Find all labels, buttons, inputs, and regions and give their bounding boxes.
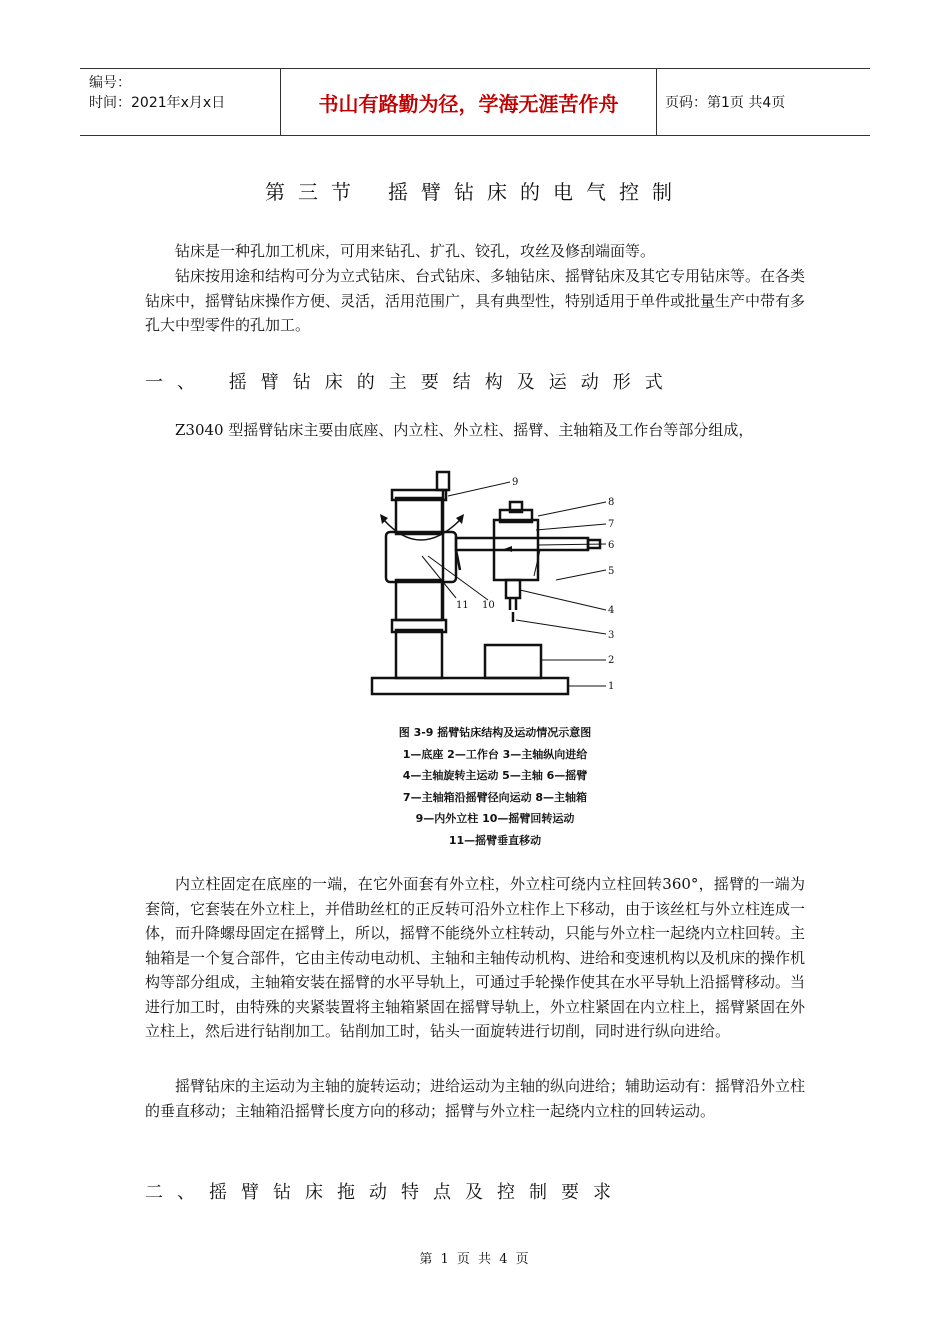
intro-paragraph-2: 钻床按用途和结构可分为立式钻床、台式钻床、多轴钻床、摇臂钻床及其它专用钻床等。在各类钻床中，摇臂钻床操作方便、灵活，活用范围广，具有典型性，特别适用于单件或批量生产中带有多孔大中型零件的孔加工。 <box>145 267 806 334</box>
spindle-shape <box>506 580 520 598</box>
figure-caption <box>340 722 650 851</box>
diagram-label-8: 8 <box>608 497 615 508</box>
time-label: 时间：2021年x月x日 <box>89 95 226 111</box>
caption-line: 1—底座 2—工作台 3—主轴纵向进给 <box>402 747 588 761</box>
diagram-label-11: 11 <box>456 600 469 611</box>
diagram-label-3: 3 <box>608 630 615 641</box>
page-header <box>80 68 870 136</box>
header-motto: 书山有路勤为径，学海无涯苦作舟 <box>281 69 657 135</box>
caption-line: 11—摇臂垂直移动 <box>448 833 542 847</box>
diagram-label-1: 1 <box>608 681 615 692</box>
page-footer: 第 1 页 共 4 页 <box>419 1252 531 1267</box>
body-paragraph-4: 摇臂钻床的主运动为主轴的旋转运动；进给运动为主轴的纵向进给；辅助运动有：摇臂沿外立柱的垂直移动；主轴箱沿摇臂长度方向的移动；摇臂与外立柱一起绕内立柱的回转运动。 <box>145 1077 806 1120</box>
header-meta <box>80 69 281 135</box>
number-label: 编号： <box>89 75 131 91</box>
diagram-label-9: 9 <box>512 477 519 488</box>
diagram-label-4: 4 <box>608 605 615 616</box>
workbench-shape <box>485 645 541 678</box>
drill-press-diagram <box>360 460 630 700</box>
diagram-label-5: 5 <box>608 566 615 577</box>
body-paragraph-3: 内立柱固定在底座的一端，在它外面套有外立柱，外立柱可绕内立柱回转360°，摇臂的一端为套筒，它套装在外立柱上，并借助丝杠的正反转可沿外立柱作上下移动，由于该丝杠与外立柱连成一体，而升降螺母固定在摇臂上，所以，摇臂不能绕外立柱转动，只能与外立柱一起绕内立柱回转。主轴箱是一个复合部件，它由主传动电动机、主轴和主轴传动机构、进给和变速机构以及机床的操作机构等部分组成，主轴箱安装在摇臂的水平导轨上，可通过手轮操作使其在水平导轨上沿摇臂移动。当进行加工时，由特殊的夹紧装置将主轴箱紧固在摇臂导轨上，外立柱紧固在内立柱上，摇臂紧固在外立柱上，然后进行钻削加工。钻削加工时，钻头一面旋转进行切削，同时进行纵向进给。 <box>145 875 806 1040</box>
diagram-label-7: 7 <box>608 519 615 530</box>
diagram-label-6: 6 <box>608 540 615 551</box>
caption-line: 9—内外立柱 10—摇臂回转运动 <box>415 812 575 825</box>
section2-heading: 二、摇臂钻床拖动特点及控制要求 <box>145 1182 625 1203</box>
section1-heading: 一、 摇臂钻床的主要结构及运动形式 <box>145 372 677 393</box>
drill-press-svg <box>360 460 630 700</box>
diagram-label-2: 2 <box>608 655 615 666</box>
title-part1: 第三节 <box>265 180 364 204</box>
intro-paragraph-1: 钻床是一种孔加工机床，可用来钻孔、扩孔、铰孔，攻丝及修刮端面等。 <box>175 242 656 260</box>
base-shape <box>372 678 568 694</box>
caption-line: 4—主轴旋转主运动 5—主轴 6—摇臂 <box>402 769 588 782</box>
arm-shape <box>456 538 588 550</box>
caption-line: 7—主轴箱沿摇臂径向运动 8—主轴箱 <box>402 790 588 804</box>
header-page-info: 页码：第1页 共4页 <box>665 95 786 111</box>
section1-lead: Z3040 型摇臂钻床主要由底座、内立柱、外立柱、摇臂、主轴箱及工作台等部分组成， <box>175 421 754 439</box>
title-part2: 摇臂钻床的电气控制 <box>388 180 685 204</box>
section-title <box>0 176 950 205</box>
caption-title: 图 3-9 摇臂钻床结构及运动情况示意图 <box>398 726 592 739</box>
diagram-label-10: 10 <box>482 600 495 611</box>
